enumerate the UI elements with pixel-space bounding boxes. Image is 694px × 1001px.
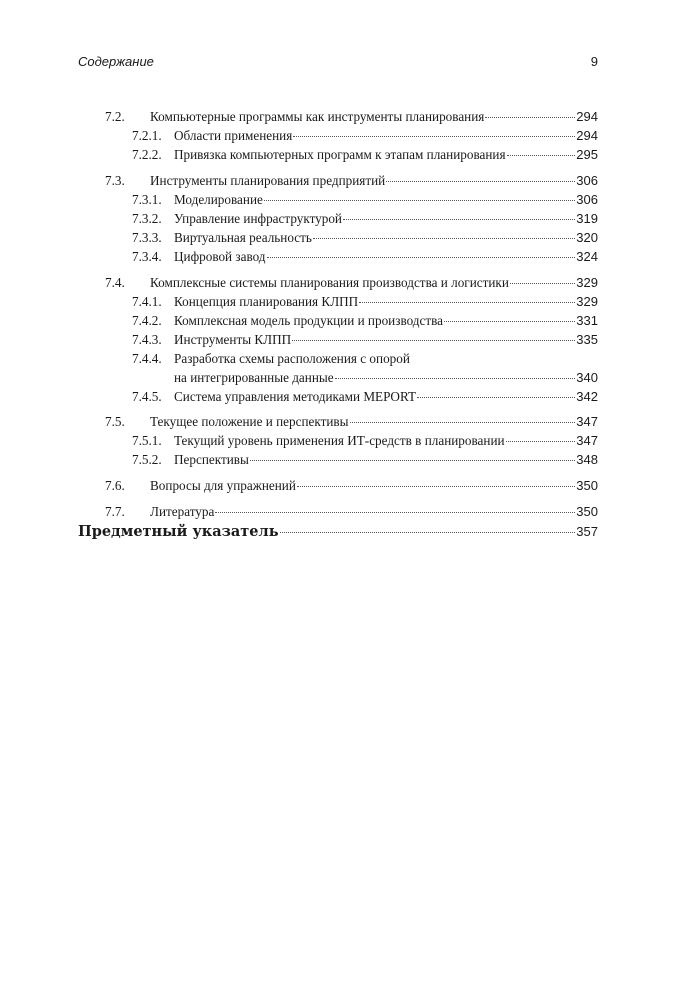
dot-leader <box>444 320 575 322</box>
toc-entry-page: 342 <box>576 389 598 404</box>
dot-leader <box>386 180 575 182</box>
toc-entry-7-2-1[interactable] <box>132 127 598 145</box>
section-title: Содержание <box>78 54 154 69</box>
page-number: 9 <box>590 54 598 69</box>
toc-entry-page: 324 <box>576 249 598 264</box>
dot-leader <box>485 116 575 118</box>
toc-entry-page: 348 <box>576 452 598 467</box>
toc-entry-number: 7.3.4. <box>132 249 162 264</box>
toc-entry-title-continued: на интегрированные данные <box>174 370 334 385</box>
toc-entry-number: 7.4.1. <box>132 294 162 309</box>
toc-entry-page: 331 <box>576 313 598 328</box>
dot-leader <box>506 440 576 442</box>
toc-entry-number: 7.6. <box>105 478 125 493</box>
toc-entry-7-6[interactable] <box>105 477 598 495</box>
toc-entry-index[interactable] <box>78 522 598 542</box>
toc-entry-number: 7.2.2. <box>132 147 162 162</box>
toc-entry-7-2-2[interactable] <box>132 146 598 164</box>
toc-entry-7-5[interactable] <box>105 413 598 431</box>
toc-entry-title: Комплексная модель продукции и производства <box>174 313 444 328</box>
toc-entry-7-3-4[interactable] <box>132 248 598 266</box>
toc-entry-page: 329 <box>576 294 598 309</box>
toc-entry-number: 7.4.4. <box>132 351 162 366</box>
toc-entry-number: 7.5.1. <box>132 433 162 448</box>
toc-entry-7-3-3[interactable] <box>132 229 598 247</box>
dot-leader <box>343 218 575 220</box>
toc-entry-page: 306 <box>576 173 598 188</box>
toc-entry-7-3-2[interactable] <box>132 210 598 228</box>
toc-entry-title: Виртуальная реальность <box>174 230 312 245</box>
toc-entry-page: 294 <box>576 128 598 143</box>
toc-entry-title: Моделирование <box>174 192 263 207</box>
toc-entry-7-4-4-first-line <box>132 350 410 368</box>
toc-entry-7-4-3[interactable] <box>132 331 598 349</box>
dot-leader <box>507 154 576 156</box>
toc-entry-title: Разработка схемы расположения с опорой <box>174 351 410 366</box>
dot-leader <box>250 459 575 461</box>
toc-entry-title: Вопросы для упражнений <box>150 478 296 493</box>
toc-entry-7-5-1[interactable] <box>132 432 598 450</box>
toc-entry-page: 350 <box>576 478 598 493</box>
dot-leader <box>297 485 575 487</box>
toc-entry-page: 294 <box>576 109 598 124</box>
toc-entry-number: 7.7. <box>105 504 125 519</box>
toc-entry-number: 7.2.1. <box>132 128 162 143</box>
toc-entry-number: 7.4.5. <box>132 389 162 404</box>
toc-entry-7-4-4[interactable] <box>174 369 598 387</box>
toc-entry-7-4-5[interactable] <box>132 388 598 406</box>
toc-entry-title: Текущий уровень применения ИТ-средств в планировании <box>174 433 505 448</box>
toc-entry-page: 357 <box>576 524 598 539</box>
toc-entry-7-4-1[interactable] <box>132 293 598 311</box>
toc-entry-page: 319 <box>576 211 598 226</box>
dot-leader <box>215 511 575 513</box>
dot-leader <box>267 256 576 258</box>
toc-entry-number: 7.5. <box>105 414 125 429</box>
toc-entry-title: Литература <box>150 504 215 519</box>
toc-entry-title: Текущее положение и перспективы <box>150 414 349 429</box>
toc-entry-page: 347 <box>576 414 598 429</box>
toc-entry-title: Система управления методиками MEPORT <box>174 389 417 404</box>
toc-entry-title: Концепция планирования КЛПП <box>174 294 359 309</box>
toc-entry-7-4-2[interactable] <box>132 312 598 330</box>
dot-leader <box>264 199 575 201</box>
toc-entry-number: 7.3.3. <box>132 230 162 245</box>
toc-entry-7-2[interactable] <box>105 108 598 126</box>
toc-entry-page: 295 <box>576 147 598 162</box>
toc-entry-number: 7.2. <box>105 109 125 124</box>
toc-entry-title: Инструменты КЛПП <box>174 332 292 347</box>
toc-entry-page: 347 <box>576 433 598 448</box>
toc-entry-7-3[interactable] <box>105 172 598 190</box>
toc-entry-number: 7.5.2. <box>132 452 162 467</box>
toc-entry-title: Предметный указатель <box>78 523 279 540</box>
toc-entry-7-4[interactable] <box>105 274 598 292</box>
dot-leader <box>313 237 575 239</box>
toc-entry-title: Области применения <box>174 128 293 143</box>
dot-leader <box>417 396 575 398</box>
toc-entry-title: Комплексные системы планирования производства и логистики <box>150 275 509 290</box>
dot-leader <box>280 531 576 533</box>
toc-entry-7-5-2[interactable] <box>132 451 598 469</box>
dot-leader <box>335 377 576 379</box>
toc-entry-title: Перспективы <box>174 452 249 467</box>
toc-entry-page: 340 <box>576 370 598 385</box>
toc-entry-7-7[interactable] <box>105 503 598 521</box>
toc-entry-title: Управление инфраструктурой <box>174 211 342 226</box>
toc-entry-page: 306 <box>576 192 598 207</box>
toc-entry-number: 7.3. <box>105 173 125 188</box>
dot-leader <box>510 282 575 284</box>
toc-entry-page: 335 <box>576 332 598 347</box>
toc-entry-7-3-1[interactable] <box>132 191 598 209</box>
toc-entry-number: 7.4.3. <box>132 332 162 347</box>
toc-entry-title: Инструменты планирования предприятий <box>150 173 386 188</box>
dot-leader <box>293 135 575 137</box>
toc-entry-number: 7.3.2. <box>132 211 162 226</box>
toc-entry-title: Цифровой завод <box>174 249 266 264</box>
dot-leader <box>350 421 576 423</box>
toc-entry-page: 350 <box>576 504 598 519</box>
dot-leader <box>359 301 575 303</box>
toc-entry-title: Привязка компьютерных программ к этапам планирования <box>174 147 506 162</box>
dot-leader <box>292 339 575 341</box>
toc-entry-number: 7.4. <box>105 275 125 290</box>
toc-entry-number: 7.3.1. <box>132 192 162 207</box>
toc-entry-page: 329 <box>576 275 598 290</box>
toc-entry-number: 7.4.2. <box>132 313 162 328</box>
toc-entry-page: 320 <box>576 230 598 245</box>
toc-entry-title: Компьютерные программы как инструменты планирования <box>150 109 485 124</box>
